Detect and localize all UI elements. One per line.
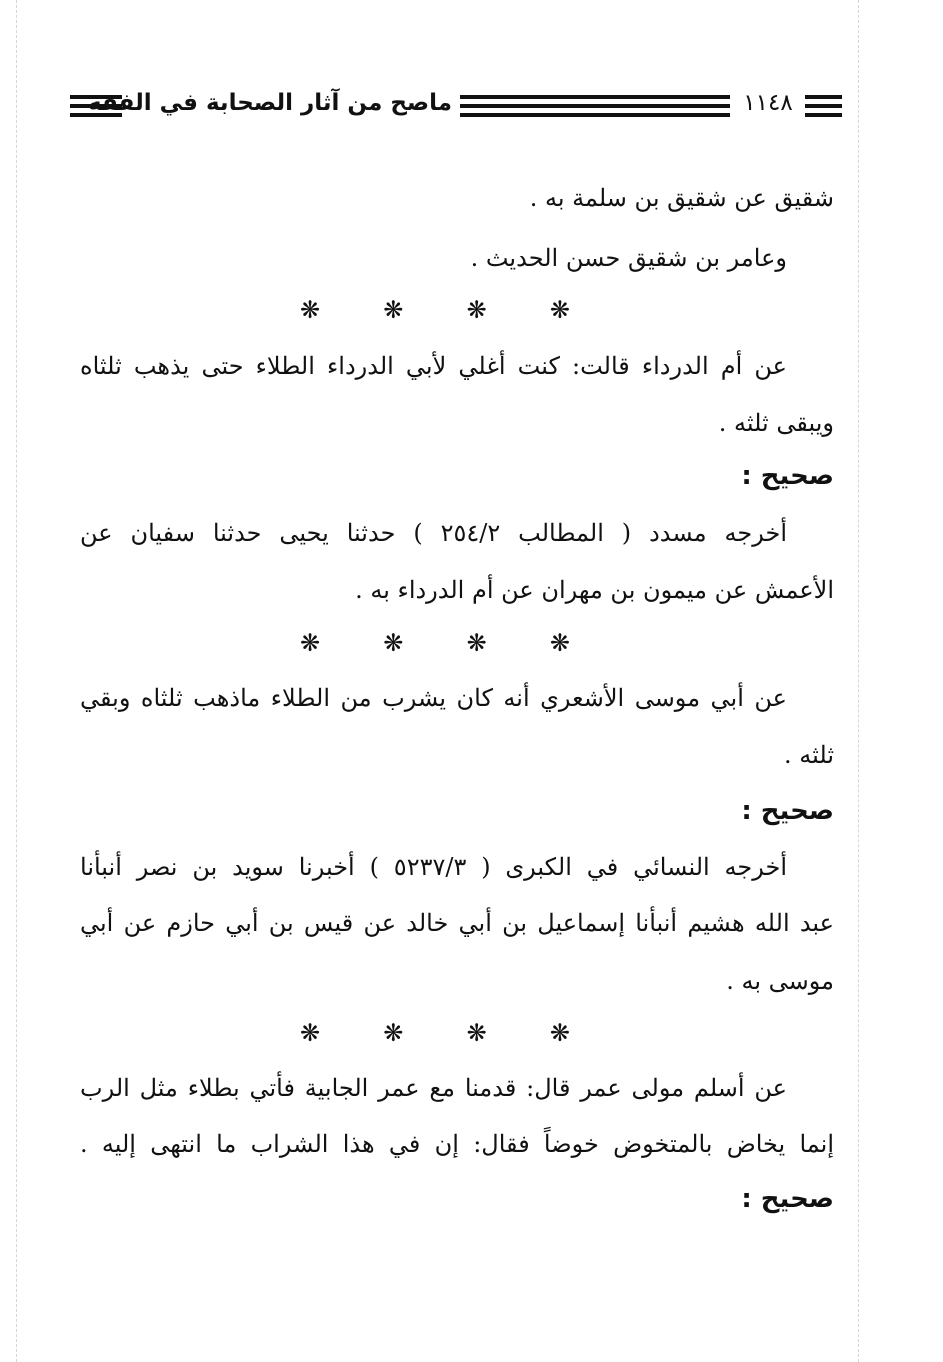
- page-number: ١١٤٨: [743, 90, 793, 116]
- text-line: عن أسلم مولى عمر قال: قدمنا مع عمر الجابية فأتي بطلاء مثل الرب: [80, 1074, 787, 1102]
- star-ornament-icon: ❋: [549, 629, 570, 657]
- scan-guide-line: [858, 0, 859, 1362]
- star-ornament-icon: ❋: [383, 296, 404, 324]
- star-ornament-icon: ❋: [549, 296, 570, 324]
- text-line: عن أم الدرداء قالت: كنت أغلي لأبي الدرداء الطلاء حتى يذهب ثلثاه: [80, 352, 787, 380]
- text-line: إنما يخاض بالمتخوض خوضاً فقال: إن في هذا الشراب ما انتهى إليه .: [80, 1130, 834, 1158]
- text-line: عبد الله هشيم أنبأنا إسماعيل بن أبي خالد عن قيس بن أبي حازم عن أبي: [80, 909, 834, 937]
- book-title: ماصح من آثار الصحابة في الفقه: [88, 90, 452, 116]
- star-ornament-icon: ❋: [300, 629, 321, 657]
- text-line: موسى به .: [726, 967, 834, 995]
- section-heading: صحيح :: [741, 461, 834, 491]
- section-divider: [300, 628, 570, 658]
- section-heading: صحيح :: [741, 1184, 834, 1214]
- text-line: شقيق عن شقيق بن سلمة به .: [529, 184, 834, 212]
- text-line: عن أبي موسى الأشعري أنه كان يشرب من الطلاء ماذهب ثلثاه وبقي: [80, 684, 787, 712]
- text-line: أخرجه مسدد ( المطالب ٢٥٤/٢ ) حدثنا يحيى حدثنا سفيان عن: [80, 519, 787, 547]
- star-ornament-icon: ❋: [300, 1019, 321, 1047]
- star-ornament-icon: ❋: [300, 296, 321, 324]
- star-ornament-icon: ❋: [383, 1019, 404, 1047]
- text-line: الأعمش عن ميمون بن مهران عن أم الدرداء به .: [355, 576, 834, 604]
- star-ornament-icon: ❋: [549, 1019, 570, 1047]
- star-ornament-icon: ❋: [466, 629, 487, 657]
- text-line: ويبقى ثلثه .: [718, 409, 834, 437]
- star-ornament-icon: ❋: [383, 629, 404, 657]
- text-line: وعامر بن شقيق حسن الحديث .: [470, 244, 787, 272]
- header-rule-right: [805, 95, 842, 117]
- text-line: ثلثه .: [784, 741, 834, 769]
- header-rule-middle: [460, 95, 730, 117]
- star-ornament-icon: ❋: [466, 1019, 487, 1047]
- section-divider: [300, 295, 570, 325]
- section-divider: [300, 1018, 570, 1048]
- running-header: [70, 86, 842, 126]
- text-line: أخرجه النسائي في الكبرى ( ٥٢٣٧/٣ ) أخبرنا سويد بن نصر أنبأنا: [80, 853, 787, 881]
- scan-guide-line: [16, 0, 17, 1362]
- section-heading: صحيح :: [741, 796, 834, 826]
- star-ornament-icon: ❋: [466, 296, 487, 324]
